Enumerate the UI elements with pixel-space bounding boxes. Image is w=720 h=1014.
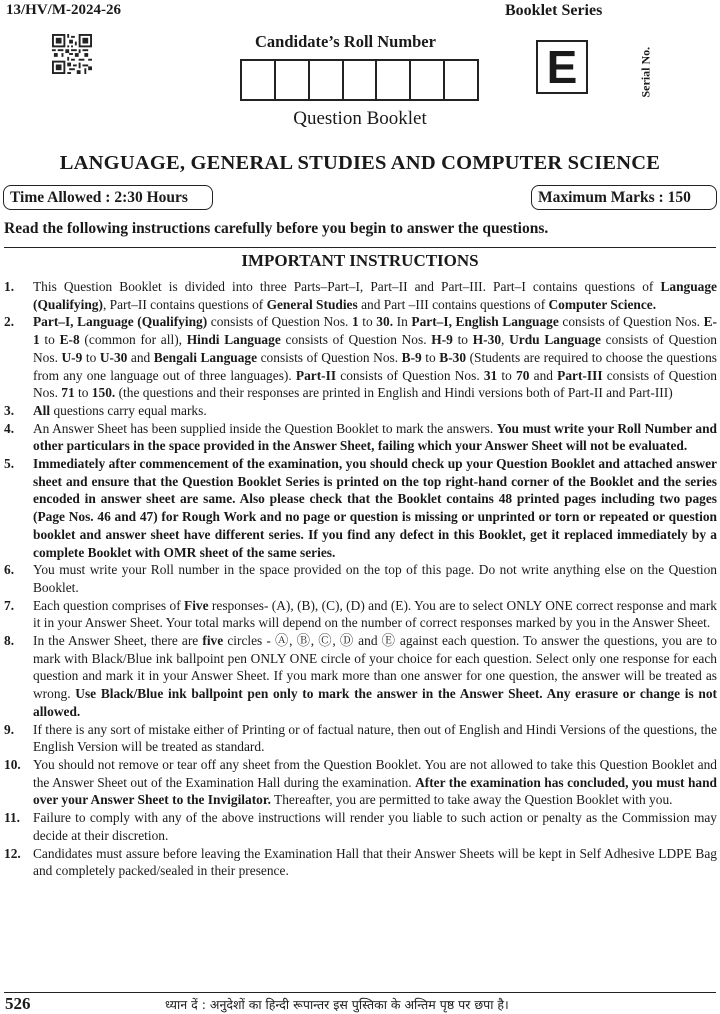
instruction-number: 3. — [4, 402, 15, 418]
instruction-text: to — [421, 349, 440, 365]
instruction-text-bold: Part-II — [295, 367, 337, 383]
maximum-marks: Maximum Marks : 150 — [531, 185, 717, 210]
serial-number-area — [631, 26, 661, 102]
instruction-number: 10. — [4, 756, 21, 772]
instruction-text: (Students are required to choose the questions from any one language out of three languages). — [33, 349, 717, 383]
roll-number-box[interactable] — [375, 61, 409, 99]
instruction-text-bold: U-30 — [99, 349, 128, 365]
instruction-number: 4. — [4, 420, 15, 436]
instruction-text: Thereafter, you are permitted to take away the Question Booklet with you. — [270, 792, 673, 808]
instruction-text: and — [529, 367, 558, 383]
instruction-text-bold: Part–I, English Language — [411, 314, 559, 330]
roll-number-label: Candidate’s Roll Number — [255, 32, 436, 51]
instruction-item — [4, 278, 717, 313]
instruction-text-bold: B-30 — [439, 349, 467, 365]
booklet-series-letter: E — [536, 40, 588, 94]
instruction-text: to — [358, 314, 377, 330]
instruction-text: consists of Question Nos. — [33, 332, 717, 365]
instruction-text: You must write your Roll number in the space provided on the top of this page. Do not write anything else on the Question Booklet. — [33, 562, 717, 595]
instruction-item — [4, 632, 717, 721]
instruction-item — [4, 721, 717, 756]
instruction-text: consists of Question Nos. — [207, 314, 352, 330]
instruction-text-bold: 31 — [483, 367, 498, 383]
instruction-text: circles - Ⓐ, Ⓑ, Ⓒ, Ⓓ and Ⓔ against each question. To answer the questions, you are to mark with Black/Blue ink ballpoint pen ONLY ONE circle of your choice for each question. Select only one response for each question and mark it in your Answer Sheet. If you mark more than one answer for one question, the answer will be treated as wrong. — [33, 633, 717, 702]
exam-code: 13/HV/M-2024-26 — [6, 2, 121, 18]
instruction-text-bold: Part–I, Language (Qualifying) — [33, 314, 208, 330]
roll-number-box[interactable] — [308, 61, 342, 99]
instruction-item — [4, 420, 717, 455]
instruction-text: to — [452, 332, 473, 348]
instruction-text-bold: 30. — [376, 314, 394, 330]
exam-title: LANGUAGE, GENERAL STUDIES AND COMPUTER SCIENCE — [59, 152, 661, 174]
instruction-item — [4, 845, 717, 880]
instruction-number: 5. — [4, 456, 15, 472]
instruction-text-bold: Computer Science. — [548, 296, 657, 312]
instruction-item — [4, 402, 717, 420]
instruction-number: 8. — [4, 633, 15, 649]
instructions-list — [4, 278, 717, 880]
roll-number-boxes[interactable] — [240, 59, 479, 101]
instruction-text: questions carry equal marks. — [50, 402, 207, 418]
instruction-text: to — [82, 349, 100, 365]
instruction-text: An Answer Sheet has been supplied inside the Question Booklet to mark the answers. — [33, 420, 497, 436]
instruction-text-bold: Immediately after commencement of the examination, you should check up your Question Booklet and attached answer sheet and ensure that the Question Booklet Series is printed on the top right-hand corner of the Booklet and the series encoded in answer sheet are same. Also please check that the Booklet contains 48 printed pages including two pages (Page Nos. 46 and 47) for Rough Work and no page or question is missing or unprinted or torn or repeated or question booklet and answer sheet have different series. If you find any defect in this Booklet, get it replaced immediately by a complete Booklet with OMR sheet of the same series. — [33, 456, 717, 560]
instruction-text: In the Answer Sheet, there are — [33, 633, 203, 649]
instruction-text: In — [393, 314, 412, 330]
instruction-text: (common for all), — [79, 332, 187, 348]
instruction-text-bold: General Studies — [266, 296, 358, 312]
footer-divider — [4, 992, 716, 993]
instruction-text-bold: Urdu Language — [509, 332, 601, 348]
instruction-text-bold: U-9 — [61, 349, 83, 365]
hindi-note: ध्यान दें : अनुदेशों का हिन्दी रूपान्तर इस पुस्तिका के अन्तिम पृष्ठ पर छपा है। — [165, 997, 509, 1012]
instruction-text: consists of Question Nos. — [33, 367, 718, 401]
instruction-text: (the questions and their responses are printed in English and Hindi versions both of Part-II and Part-III) — [115, 385, 673, 401]
instruction-number: 6. — [4, 562, 15, 578]
instruction-text: and — [127, 349, 154, 365]
page-number: 526 — [5, 994, 31, 1013]
instruction-text-bold: E-1 — [33, 314, 718, 348]
instruction-text-bold: Language (Qualifying) — [33, 279, 717, 312]
instruction-number: 11. — [4, 810, 20, 826]
instruction-text: You should not remove or tear off any sheet from the Question Booklet. You are not allowed to take this Question Booklet and the Answer Sheet out of the Examination Hall during the examination. — [33, 756, 717, 790]
instruction-text-bold: E-8 — [59, 332, 80, 348]
instruction-number: 12. — [4, 845, 21, 861]
instruction-text-bold: 150. — [91, 385, 116, 401]
instruction-text: to — [74, 385, 92, 401]
instruction-text: This Question Booklet is divided into three Parts–Part–I, Part–II and Part–III. Part–I contains questions of — [33, 279, 661, 294]
booklet-title: Question Booklet — [293, 108, 427, 129]
instruction-item — [4, 756, 717, 809]
instruction-text: If there is any sort of mistake either of Printing or of factual nature, then out of English and Hindi Versions of the questions, the English Version will be treated as standard. — [33, 721, 717, 755]
instruction-text: Each question comprises of — [33, 597, 185, 613]
roll-number-box[interactable] — [242, 61, 274, 99]
instruction-item — [4, 455, 717, 561]
instruction-text-bold: 1 — [352, 314, 359, 330]
instruction-text-bold: Use Black/Blue ink ballpoint pen only to mark the answer in the Answer Sheet. Any erasure or change is not allowed. — [33, 686, 717, 719]
instruction-text: consists of Question Nos. — [257, 349, 402, 365]
roll-number-box[interactable] — [342, 61, 376, 99]
instruction-text-bold: Five — [184, 597, 209, 613]
instruction-text: to — [39, 332, 60, 348]
instruction-text: consists of Question Nos. — [558, 314, 704, 330]
instruction-item — [4, 597, 717, 632]
instruction-text: to — [497, 367, 517, 383]
instruction-text-bold: five — [202, 633, 224, 649]
instruction-text-bold: Hindi Language — [186, 332, 281, 348]
instruction-text-bold: You must write your Roll Number and other particulars in the space provided in the Answer Sheet, failing which your Answer Sheet will not be evaluated. — [33, 420, 717, 454]
instruction-number: 2. — [4, 314, 15, 330]
instruction-text-bold: 70 — [516, 367, 530, 383]
instruction-text-bold: Part-III — [557, 367, 603, 383]
instruction-text-bold: H-9 — [431, 332, 453, 348]
instruction-text: consists of Question Nos. — [336, 367, 484, 383]
instruction-item — [4, 313, 717, 402]
roll-number-box[interactable] — [274, 61, 308, 99]
roll-number-box[interactable] — [443, 61, 477, 99]
instruction-text-bold: After the examination has concluded, you must hand over your Answer Sheet to the Invigilator. — [33, 774, 717, 808]
instruction-text: and Part –III contains questions of — [357, 296, 549, 312]
instruction-text: Failure to comply with any of the above instructions will render you liable to such action or penalty as the Commission may decide at their discretion. — [33, 810, 717, 843]
divider — [4, 247, 716, 248]
instruction-text: responses- (A), (B), (C), (D) and (E). You are to select ONLY ONE correct response and mark it in your Answer Sheet. Your total marks will depend on the number of correct responses marked by you in the Answer Sheet. — [33, 597, 718, 631]
instruction-text-bold: 71 — [61, 385, 75, 401]
instruction-text: consists of Question Nos. — [280, 332, 432, 348]
instruction-text-bold: H-30 — [472, 332, 502, 348]
serial-number-label: Serial No. — [638, 46, 653, 98]
instructions-title: IMPORTANT INSTRUCTIONS — [241, 251, 479, 270]
instruction-text: , — [501, 332, 510, 348]
instruction-number: 7. — [4, 597, 15, 613]
instruction-item — [4, 809, 717, 844]
instruction-text: Candidates must assure before leaving the Examination Hall that their Answer Sheets will be kept in Self Adhesive LDPE Bag and completely packed/sealed in their presence. — [33, 845, 717, 879]
instruction-text: , Part–II contains questions of — [102, 296, 267, 312]
instruction-item — [4, 561, 717, 596]
instruction-number: 1. — [4, 279, 15, 294]
instruction-text-bold: All — [33, 402, 51, 418]
read-instructions-notice: Read the following instructions carefully before you begin to answer the questions. — [4, 220, 549, 237]
instruction-text-bold: B-9 — [401, 349, 422, 365]
instruction-number: 9. — [4, 721, 15, 737]
instruction-text-bold: Bengali Language — [153, 349, 258, 365]
roll-number-box[interactable] — [409, 61, 443, 99]
booklet-series-label: Booklet Series — [505, 2, 603, 19]
time-allowed: Time Allowed : 2:30 Hours — [3, 185, 213, 210]
qr-code-icon — [52, 34, 92, 74]
